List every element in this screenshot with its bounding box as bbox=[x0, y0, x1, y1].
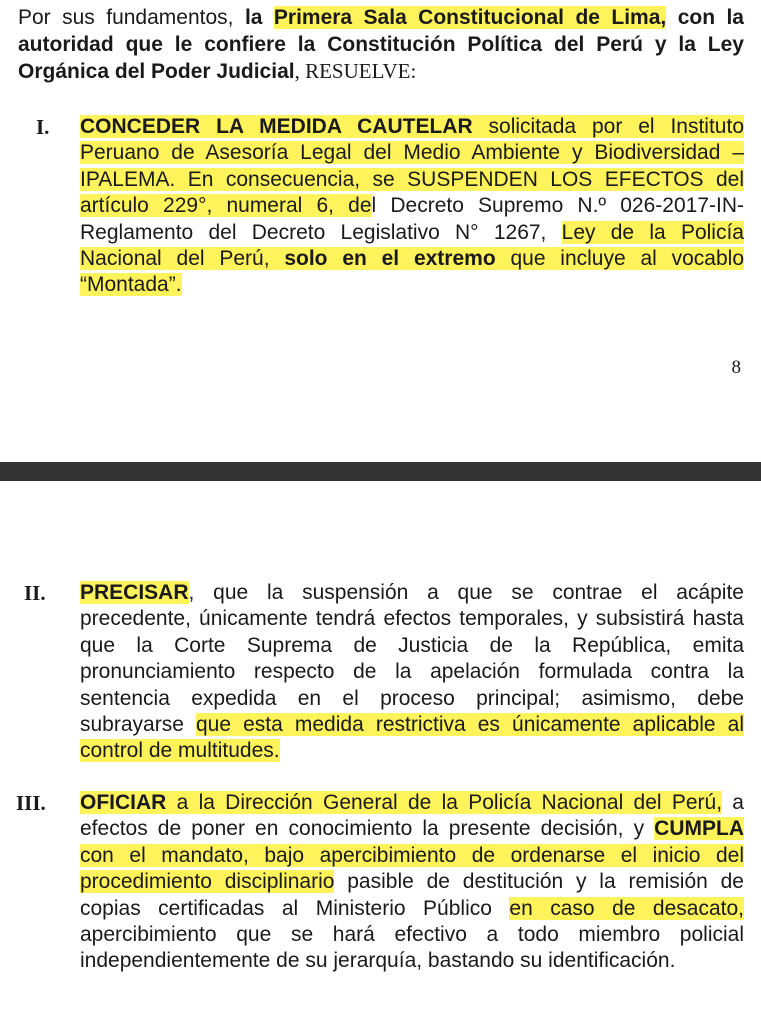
item-text: en caso de desacato, bbox=[509, 896, 744, 920]
resolution-item-1 bbox=[80, 114, 744, 299]
item-text: l Decreto Supremo N.º 026-2017-IN-Reglamento del Decreto Legislativo N° 1267, bbox=[80, 194, 744, 244]
resolution-item-2 bbox=[80, 580, 744, 765]
page-number: 8 bbox=[731, 357, 741, 378]
item-text: a la Dirección General de la Policía Nacional del Perú, bbox=[166, 791, 723, 814]
item-text: solicitada por el Instituto Peruano de Asesoría Legal del Medio Ambiente y Biodiversidad – IPALEMA. En consecuencia, se SUSPENDEN LOS EFECTOS del artículo 229°, numeral 6, de bbox=[80, 115, 744, 218]
intro-text: Por sus fundamentos, bbox=[18, 6, 245, 29]
item-text: CONCEDER LA MEDIDA CAUTELAR bbox=[80, 115, 473, 138]
intro-text: con la autoridad que le confiere la Constitución Política del Perú y la Ley Orgánica del Poder Judicial bbox=[18, 6, 744, 83]
item-numeral: II. bbox=[24, 581, 46, 605]
item-text: con el mandato, bajo apercibimiento de ordenarse el inicio del procedimiento disciplinario bbox=[80, 843, 744, 894]
resolution-intro bbox=[18, 4, 744, 85]
item-text: pasible de destitución y la remisión de copias certificadas al Ministerio Público bbox=[80, 870, 744, 920]
page-divider bbox=[0, 462, 761, 481]
resolution-item-3 bbox=[80, 790, 744, 975]
court-name-highlight: Primera Sala Constitucional de Lima, bbox=[273, 6, 667, 29]
item-text: , que la suspensión a que se contrae el acápite precedente, únicamente tendrá efectos temporales, y subsistirá hasta que la Corte Suprema de Justicia de la República, emita pronunciamiento respecto de la apelación formulada contra la sentencia expedida en el proceso principal; asimismo, debe subrayarse bbox=[80, 581, 744, 737]
item-text: a efectos de poner en conocimiento la presente decisión, y bbox=[80, 791, 744, 841]
item-numeral: III. bbox=[16, 791, 46, 815]
item-text: OFICIAR bbox=[80, 791, 167, 814]
intro-text: la bbox=[244, 6, 274, 29]
resuelve-label: , RESUELVE: bbox=[294, 59, 417, 83]
item-text: que incluye al vocablo “Montada”. bbox=[80, 247, 744, 297]
item-numeral: I. bbox=[36, 115, 50, 139]
item-text: CUMPLA bbox=[654, 817, 744, 841]
item-text: Ley de la Policía Nacional del Perú, bbox=[80, 220, 744, 271]
item-text: PRECISAR bbox=[80, 581, 189, 604]
item-text: que esta medida restrictiva es únicamente aplicable al control de multitudes. bbox=[80, 713, 744, 763]
item-text: solo en el extremo bbox=[284, 247, 496, 271]
item-text: apercibimiento que se hará efectivo a todo miembro policial independientemente de su jerarquía, bastando su identificación. bbox=[80, 923, 744, 973]
